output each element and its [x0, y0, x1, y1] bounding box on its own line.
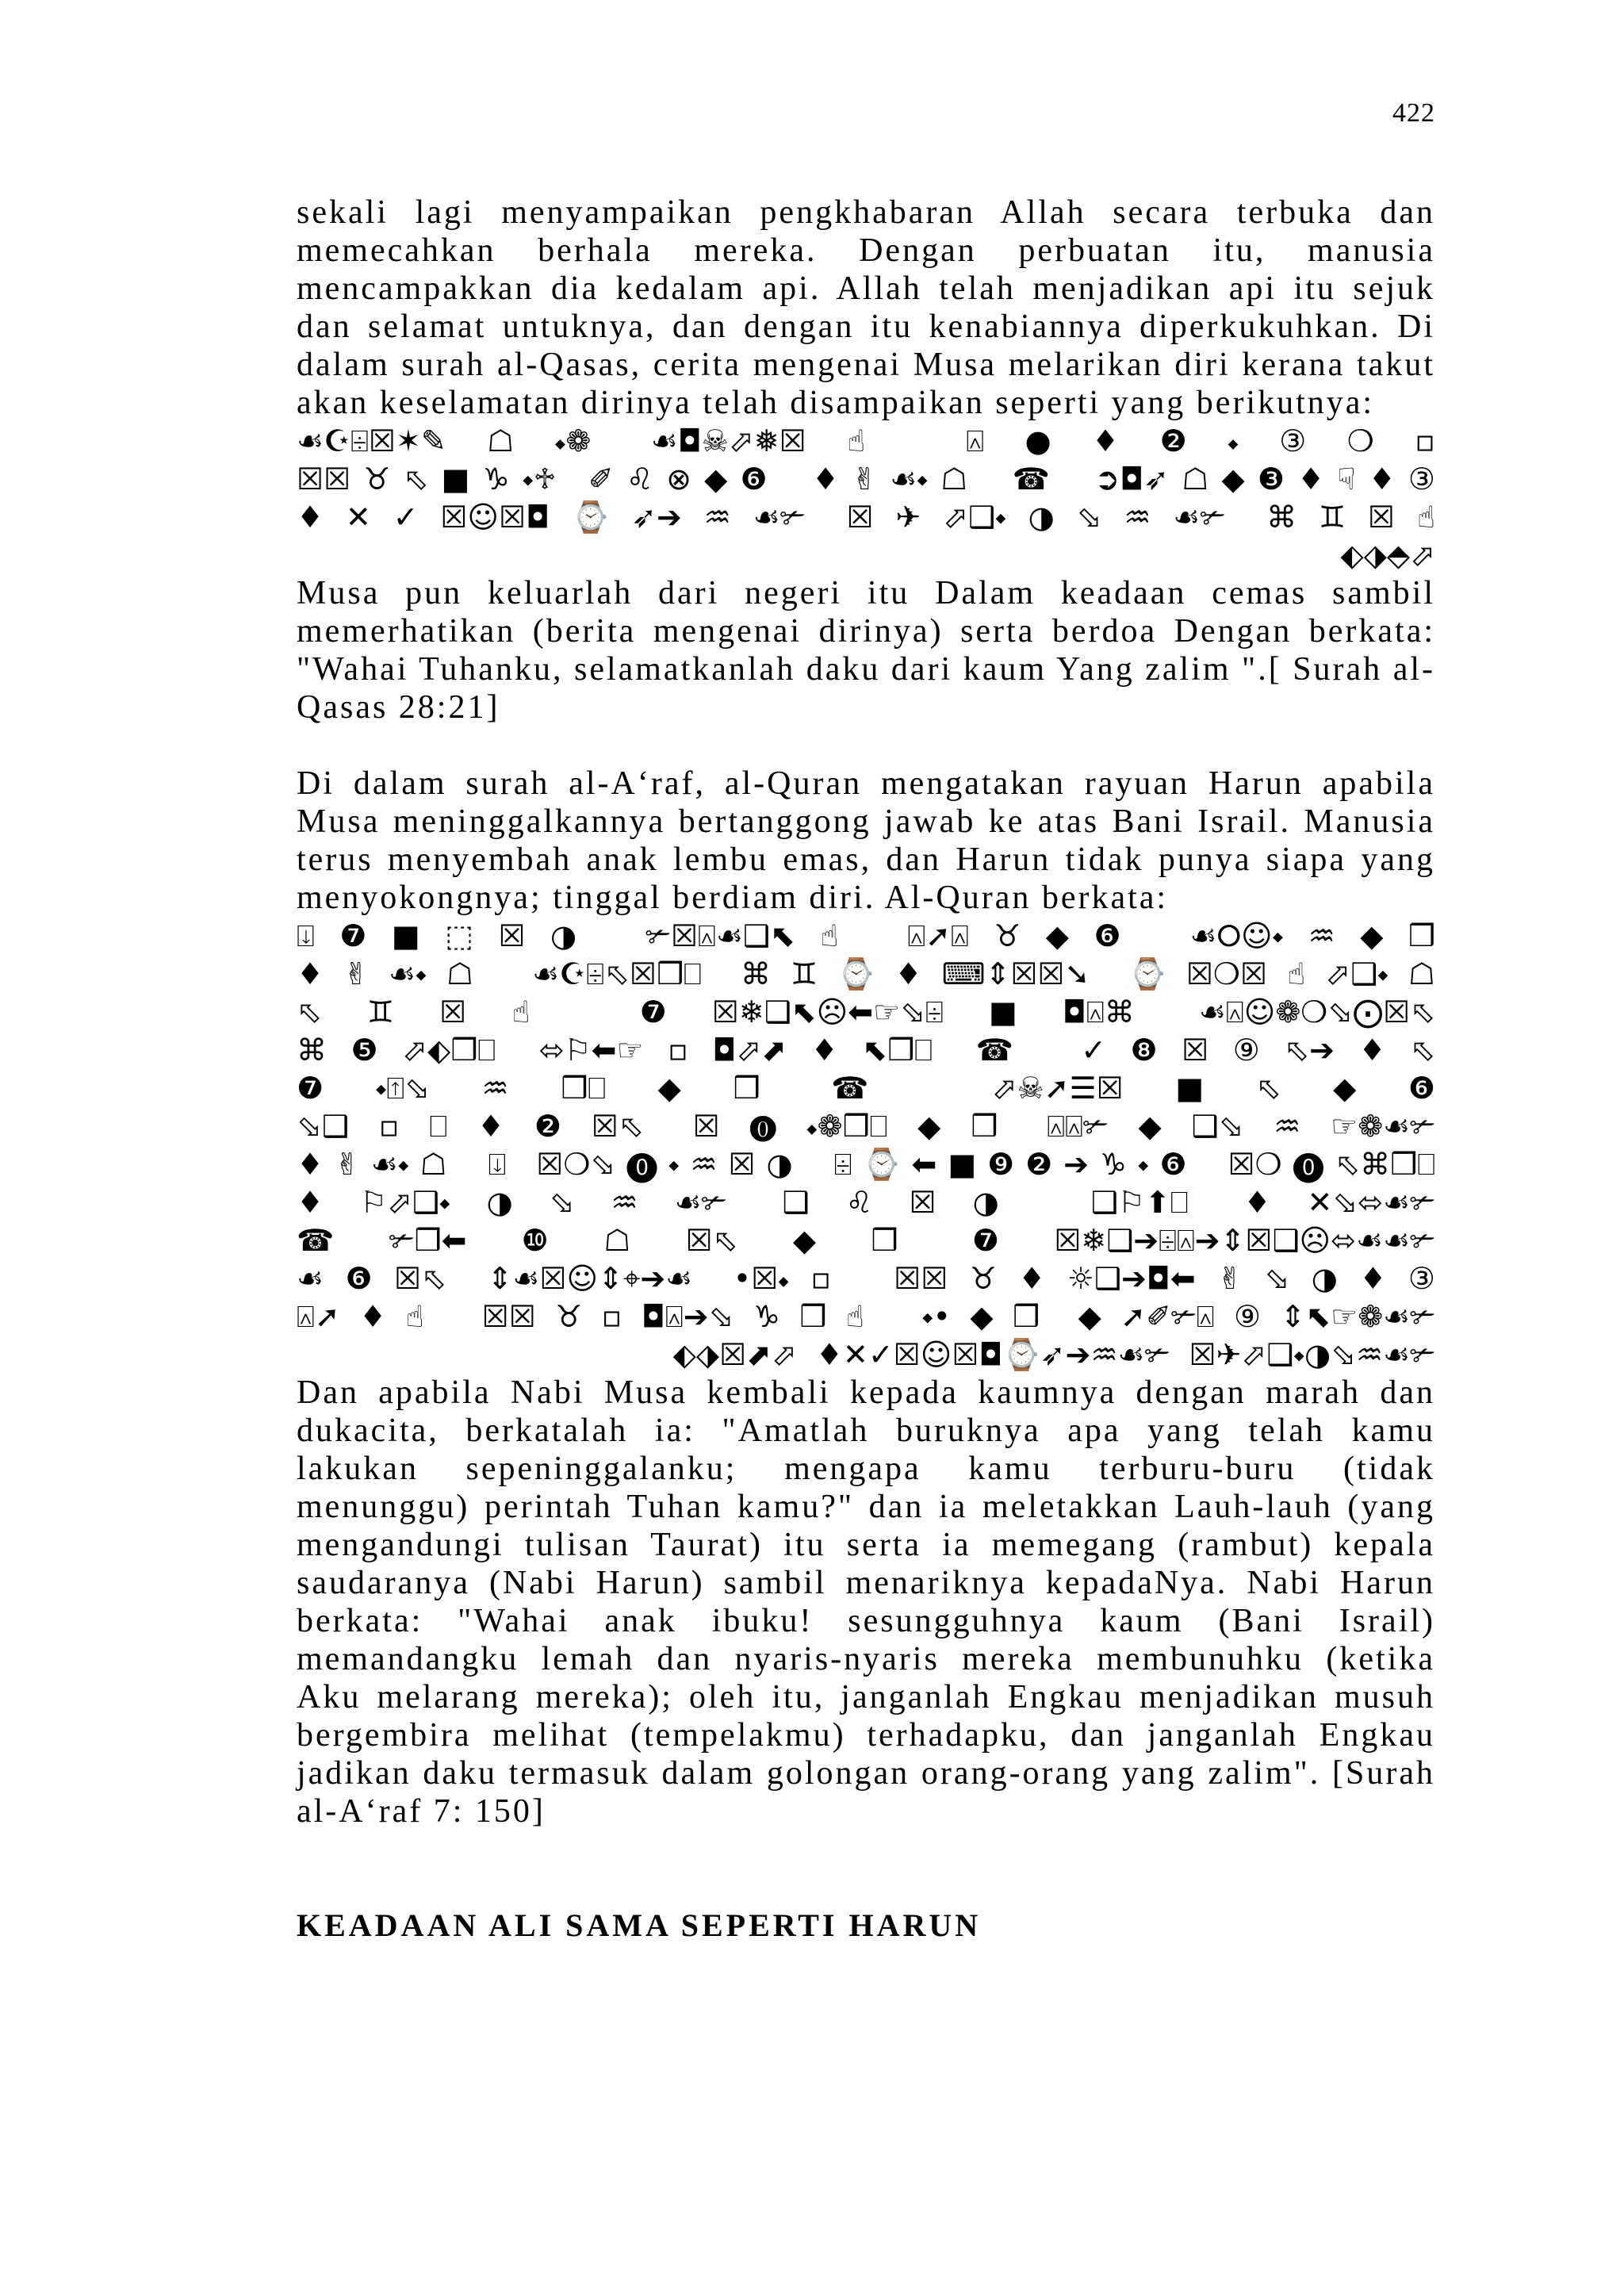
- paragraph-translation-qasas: Musa pun keluarlah dari negeri itu Dalam keadaan cemas sambil memerhatikan (berita mengenai dirinya) serta berdoa Dengan berkata: "Wahai Tuhanku, selamatkanlah daku dari kaum Yang zalim ".[ Surah al-Qasas 28:21]: [297, 575, 1435, 726]
- verse-line: ♦⚐⬀❑⬩◑⬂♒☙✃ ❑♌☒◑ ❑⚐⬆⎕ ♦✕⬂⬄☙✃: [297, 1185, 1435, 1220]
- verse-line: ⬂❑▫⎕♦❷☒⬁ ☒⓿⬩❁❒⎕◆❒ ⍓⍓✃◆❑⬂♒☞❁☙✃: [297, 1109, 1435, 1144]
- verse-line: ❼⬩⍐⬂♒❒⎕◆❒ ☎ ⬀☠➚☰☒■⬁◆❻: [297, 1071, 1435, 1106]
- verse-line: ⬖⬗☒⬈⬀ ♦✕✓☒☺☒◘⌚➶➔♒☙✃ ☒✈⬀❑⬩◑⬂♒☙✃: [672, 1337, 1435, 1372]
- quran-verse-araf-7-150: [297, 917, 1435, 1374]
- verse-line: ♦✌☙⬩☖ ☙☪⌹⬁☒❒⎕ ⌘♊⌚♦⌨⇕☒☒➘ ⌚☒❍☒☝⬀❑⬩☖: [297, 956, 1435, 991]
- paragraph-translation-araf: Dan apabila Nabi Musa kembali kepada kaumnya dengan marah dan dukacita, berkatalah ia: "Amatlah buruknya apa yang telah kamu lakukan sepeninggalanku; mengapa kamu terburu-buru (tidak menunggu) perintah Tuhan kamu?" dan ia meletakkan Lauh-lauh (yang mengandungi tulisan Taurat) itu serta ia memegang (rambut) kepala saudaranya (Nabi Harun) sambil menariknya kepadaNya. Nabi Harun berkata: "Wahai anak ibuku! sesungguhnya kaum (Bani Israil) memandangku lemah dan nyaris-nyaris mereka membunuhku (ketika Aku melarang mereka); oleh itu, janganlah Engkau menjadikan musuh bergembira melihat (tempelakmu) terhadapku, dan janganlah Engkau jadikan daku termasuk dalam golongan orang-orang yang zalim". [Surah al-A‘raf 7: 150]: [297, 1374, 1435, 1830]
- section-heading: KEADAAN ALI SAMA SEPERTI HARUN: [297, 1907, 982, 1943]
- paragraph-intro: sekali lagi menyampaikan pengkhabaran Allah secara terbuka dan memecahkan berhala mereka. Dengan perbuatan itu, manusia mencampakkan dia kedalam api. Allah telah menjadikan api itu sejuk dan selamat untuknya, dan dengan itu kenabiannya diperkukuhkan. Di dalam surah al-Qasas, cerita mengenai Musa melarikan diri kerana takut akan keselamatan dirinya telah disampaikan seperti yang berikutnya:: [297, 194, 1435, 421]
- verse-line: ♦✕✓☒☺☒◘⌚➶➔♒☙✃ ☒✈⬀❑⬩◑⬂♒☙✃ ⌘♊☒☝: [297, 500, 1435, 535]
- verse-line: ⍓➚♦☝ ☒☒♉▫◘⍓➔⬂♑❒☝ ⬩•◆❒ ◆➚✐✃⍓⑨⇕⬉☞❁☙✃: [297, 1299, 1435, 1334]
- quran-verse-qasas-28-21: [297, 422, 1435, 574]
- page-number: 422: [1392, 98, 1435, 128]
- paragraph-araf-intro: Di dalam surah al-A‘raf, al-Quran mengatakan rayuan Harun apabila Musa meninggalkannya bertanggong jawab ke atas Bani Israil. Manusia terus menyembah anak lembu emas, dan Harun tidak punya siapa yang menyokongnya; tinggal berdiam diri. Al-Quran berkata:: [297, 765, 1435, 916]
- verse-line: ⬖⬗⬘⬀: [1340, 538, 1435, 573]
- verse-line: ☒☒♉⬁■♑⬩♱ ✐♌⊗◆❻ ♦✌☙⬩☖ ☎ ➲◘➶☖◆❸♦☟♦③: [297, 462, 1435, 496]
- verse-line: ♦✌☙⬩☖ ⍗ ☒❍⬂⓿⬩♒☒◑ ⌹⌚⬅■❾❷➔♑⬩❻ ☒❍⓿⬁⌘❒⎕: [297, 1147, 1435, 1182]
- paragraph-gap: [297, 726, 1435, 765]
- paragraph-gap: [297, 1830, 1435, 1869]
- verse-line: ☎✃❒⬅❿☖☒⬁◆❒ ❼☒❄❑➔⌹⍓➔⇕☒❑☹⬄☙☙✃: [297, 1223, 1435, 1258]
- verse-line: ☙❻☒⬁ ⇕☙☒☺⇕⌖➔☙ •☒⬩▫ ☒☒♉♦☼❑➔◘⬅✌⬂◑♦③: [297, 1261, 1435, 1296]
- page-content: [297, 194, 1435, 1945]
- verse-line: ☙☪⌹☒✶✎☖⬩❁ ☙◘☠⬀❅☒☝ ⍓●♦❷⬩③❍▫: [297, 424, 1435, 458]
- verse-line: ⬁♊☒☝ ❼☒❄❑⬉☹⬅☞⬂⌹■◘⍓⌘ ☙⍓☺❁❍⬂⨀☒⬁: [297, 995, 1435, 1029]
- verse-line: ⌘❺⬀⬖❒⎕ ⬄⚐⬅☞▫◘⬀⬈♦⬉❒⎕ ☎ ✓❽☒⑨⬁➔♦⬁: [297, 1033, 1435, 1068]
- verse-line: ⍗❼■⬚☒◑ ✃☒⍓☙❑⬉☝ ⍓➚⍓♉◆❻ ☙⭘☺⬩♒◆❒: [297, 918, 1435, 953]
